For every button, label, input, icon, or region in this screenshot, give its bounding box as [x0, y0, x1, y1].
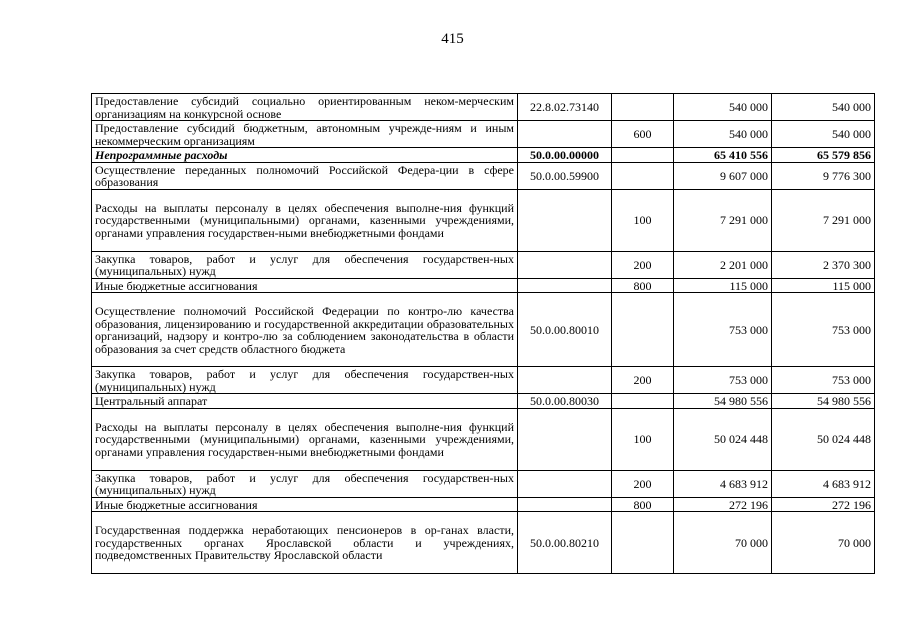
- row-code-cell: 50.0.00.80030: [518, 394, 612, 409]
- row-amount-year2-cell: 70 000: [772, 512, 875, 574]
- row-name-cell: [92, 470, 518, 497]
- row-type-cell: [612, 162, 674, 189]
- row-name-text: Закупка товаров, работ и услуг для обеспечения государствен-ных (муниципальных) нужд: [95, 367, 514, 394]
- row-name-cell: [92, 512, 518, 574]
- row-amount-year2-cell: 753 000: [772, 367, 875, 394]
- table-row: [92, 512, 875, 574]
- row-name-cell: [92, 408, 518, 470]
- row-amount-year2-cell: 753 000: [772, 293, 875, 367]
- row-name-cell: [92, 189, 518, 251]
- row-amount-year1-cell: 115 000: [674, 278, 772, 293]
- row-name-cell: [92, 367, 518, 394]
- row-amount-year2-cell: 4 683 912: [772, 470, 875, 497]
- row-name-cell: [92, 394, 518, 409]
- row-name-text: Иные бюджетные ассигнования: [95, 497, 258, 512]
- row-code-cell: [518, 189, 612, 251]
- row-name-text: Закупка товаров, работ и услуг для обеспечения государствен-ных (муниципальных) нужд: [95, 251, 514, 278]
- row-name-text: Осуществление переданных полномочий Российской Федера-ции в сфере образования: [95, 162, 514, 189]
- row-name-text: Закупка товаров, работ и услуг для обеспечения государствен-ных (муниципальных) нужд: [95, 470, 514, 497]
- table-row: [92, 278, 875, 293]
- row-type-cell: 200: [612, 251, 674, 278]
- row-amount-year1-cell: 4 683 912: [674, 470, 772, 497]
- row-code-cell: [518, 251, 612, 278]
- row-type-cell: [612, 394, 674, 409]
- row-code-cell: 50.0.00.80210: [518, 512, 612, 574]
- row-amount-year1-cell: 50 024 448: [674, 408, 772, 470]
- row-amount-year2-cell: 2 370 300: [772, 251, 875, 278]
- row-type-cell: 600: [612, 121, 674, 148]
- row-amount-year1-cell: 540 000: [674, 94, 772, 121]
- row-type-cell: [612, 293, 674, 367]
- row-name-cell: [92, 162, 518, 189]
- row-code-cell: [518, 367, 612, 394]
- row-amount-year2-cell: 54 980 556: [772, 394, 875, 409]
- row-amount-year1-cell: 753 000: [674, 293, 772, 367]
- table-row: [92, 251, 875, 278]
- table-row: [92, 121, 875, 148]
- page-number: 415: [441, 31, 464, 47]
- table-row: [92, 293, 875, 367]
- table-row: [92, 94, 875, 121]
- row-code-cell: [518, 497, 612, 512]
- table-row: [92, 162, 875, 189]
- row-name-text: Центральный аппарат: [95, 394, 208, 408]
- row-name-text: Государственная поддержка неработающих пенсионеров в ор-ганах власти, государственных органах Ярославской области и учреждениях, подведомственных Правительству Ярославской области: [95, 523, 514, 563]
- row-name-cell: [92, 278, 518, 293]
- row-name-cell: [92, 121, 518, 148]
- row-type-cell: 100: [612, 408, 674, 470]
- table-row: [92, 394, 875, 409]
- budget-table: [91, 93, 875, 574]
- table-row: [92, 189, 875, 251]
- row-amount-year2-cell: 272 196: [772, 497, 875, 512]
- row-name-text: Расходы на выплаты персоналу в целях обеспечения выполне-ния функций государственными (муниципальными) органами, казенными учреждениями, органами управления государствен-ными внебюджетными фондами: [95, 419, 514, 459]
- row-amount-year2-cell: 7 291 000: [772, 189, 875, 251]
- row-name-cell: [92, 251, 518, 278]
- row-type-cell: 200: [612, 367, 674, 394]
- table-row: [92, 367, 875, 394]
- row-type-cell: [612, 512, 674, 574]
- row-amount-year1-cell: 540 000: [674, 121, 772, 148]
- row-name-text: Иные бюджетные ассигнования: [95, 278, 258, 293]
- row-amount-year1-cell: 54 980 556: [674, 394, 772, 409]
- row-name-text: Непрограммные расходы: [95, 148, 228, 162]
- row-code-cell: 50.0.00.59900: [518, 162, 612, 189]
- row-amount-year2-cell: 540 000: [772, 94, 875, 121]
- row-code-cell: [518, 408, 612, 470]
- row-amount-year1-cell: 70 000: [674, 512, 772, 574]
- table-row: [92, 408, 875, 470]
- row-amount-year2-cell: 540 000: [772, 121, 875, 148]
- row-amount-year1-cell: 9 607 000: [674, 162, 772, 189]
- row-name-cell: [92, 94, 518, 121]
- row-code-cell: 22.8.02.73140: [518, 94, 612, 121]
- row-type-cell: 200: [612, 470, 674, 497]
- row-amount-year1-cell: 65 410 556: [674, 148, 772, 163]
- row-type-cell: 100: [612, 189, 674, 251]
- row-name-cell: [92, 148, 518, 163]
- row-code-cell: 50.0.00.00000: [518, 148, 612, 163]
- row-amount-year2-cell: 65 579 856: [772, 148, 875, 163]
- row-amount-year1-cell: 7 291 000: [674, 189, 772, 251]
- row-amount-year2-cell: 50 024 448: [772, 408, 875, 470]
- row-code-cell: [518, 278, 612, 293]
- row-amount-year1-cell: 753 000: [674, 367, 772, 394]
- row-type-cell: 800: [612, 497, 674, 512]
- row-name-text: Предоставление субсидий бюджетным, автономным учрежде-ниям и иным некоммерческим организациям: [95, 121, 514, 148]
- row-type-cell: [612, 94, 674, 121]
- table-row: [92, 470, 875, 497]
- row-code-cell: 50.0.00.80010: [518, 293, 612, 367]
- table-row: [92, 148, 875, 163]
- row-name-text: Предоставление субсидий социально ориентированным неком-мерческим организациям на конкурсной основе: [95, 94, 514, 121]
- row-code-cell: [518, 470, 612, 497]
- budget-table-body: [92, 94, 875, 574]
- row-name-text: Расходы на выплаты персоналу в целях обеспечения выполне-ния функций государственными (муниципальными) органами, казенными учреждениями, органами управления государствен-ными внебюджетными фондами: [95, 200, 514, 240]
- row-name-cell: [92, 293, 518, 367]
- row-amount-year1-cell: 2 201 000: [674, 251, 772, 278]
- row-amount-year1-cell: 272 196: [674, 497, 772, 512]
- row-amount-year2-cell: 9 776 300: [772, 162, 875, 189]
- row-code-cell: [518, 121, 612, 148]
- table-row: [92, 497, 875, 512]
- row-name-cell: [92, 497, 518, 512]
- row-name-text: Осуществление полномочий Российской Федерации по контро-лю качества образования, лицензированию и государственной аккредитации образовательных организаций, надзору и контро-лю за соблюдением законодательства в области образования за счет средств областного бюджета: [95, 304, 514, 356]
- row-type-cell: [612, 148, 674, 163]
- row-type-cell: 800: [612, 278, 674, 293]
- row-amount-year2-cell: 115 000: [772, 278, 875, 293]
